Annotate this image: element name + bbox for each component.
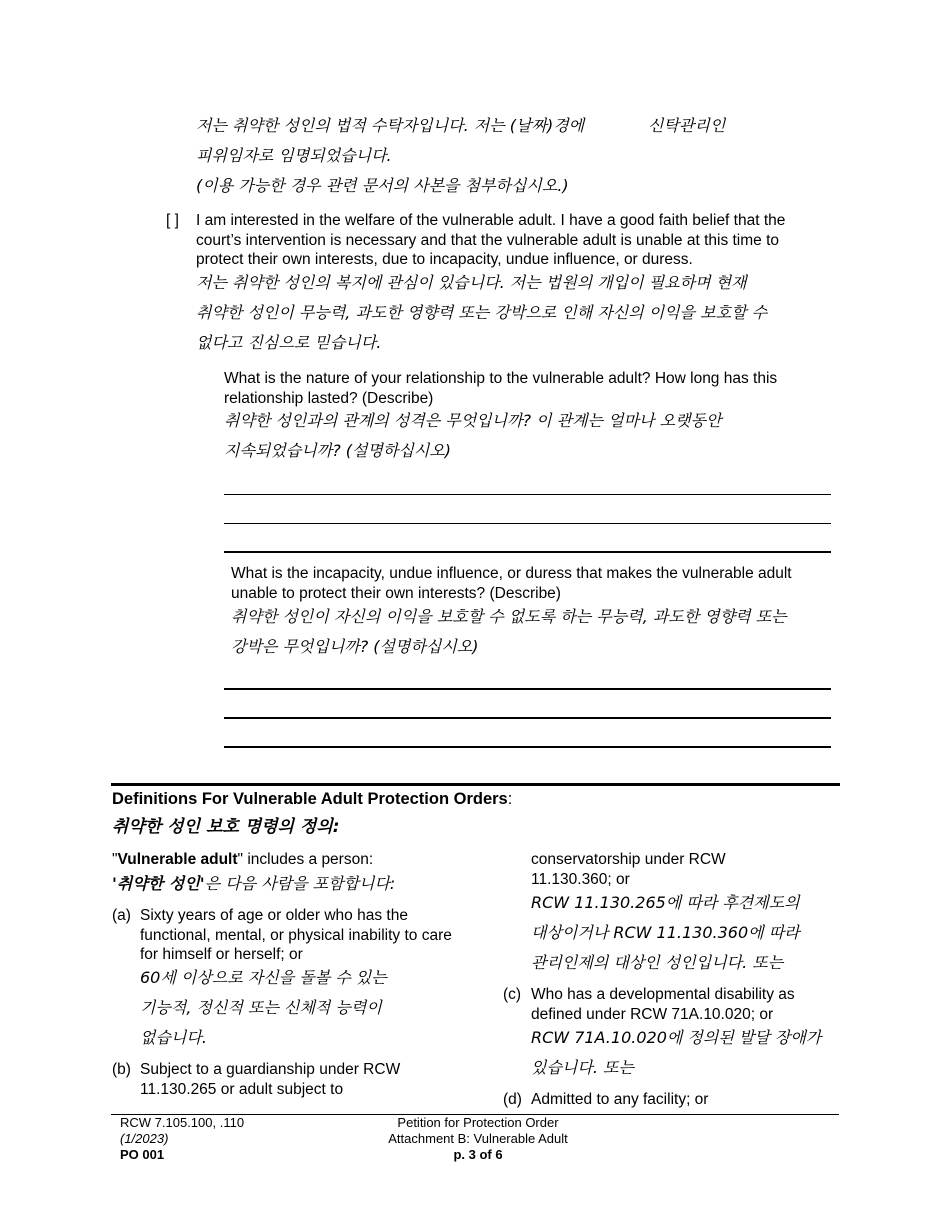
item-d-label: (d) bbox=[503, 1091, 522, 1108]
footer-page-number: p. 3 of 6 bbox=[453, 1147, 503, 1162]
incapacity-question-en: What is the incapacity, undue influence, or duress that makes the vulnerable adult unable to protect their own interests? (Describe) bbox=[231, 565, 792, 602]
vulnerable-adult-intro-ko: '취약한 성인'은 다음 사람을 포함합니다: bbox=[112, 874, 396, 893]
item-b-ko-line1: RCW 11.130.265에 따라 후견제도의 bbox=[531, 893, 800, 912]
item-c-en: Who has a developmental disability as defined under RCW 71A.10.020; or bbox=[531, 986, 795, 1023]
item-c-ko-line2: 있습니다. 또는 bbox=[531, 1058, 634, 1077]
footer-title1: Petition for Protection Order bbox=[397, 1115, 559, 1130]
definitions-heading-ko: 취약한 성인 보호 명령의 정의: bbox=[112, 817, 340, 837]
relationship-question-en: What is the nature of your relationship to the vulnerable adult? How long has this relationship lasted? (Describe) bbox=[224, 370, 778, 407]
footer-title2: Attachment B: Vulnerable Adult bbox=[388, 1131, 568, 1146]
relationship-answer-line-2[interactable] bbox=[224, 523, 831, 524]
relationship-question-ko-line1: 취약한 성인과의 관계의 성격은 무엇입니까? 이 관계는 얼마나 오랫동안 bbox=[224, 411, 722, 430]
footer-rcw: RCW 7.105.100, .110 bbox=[120, 1115, 245, 1130]
footer-date: (1/2023) bbox=[120, 1131, 169, 1146]
incapacity-question-ko-line2: 강박은 무엇입니까? (설명하십시오) bbox=[231, 637, 479, 656]
relationship-question-ko-line2: 지속되었습니까? (설명하십시오) bbox=[224, 441, 451, 460]
definitions-divider bbox=[111, 783, 840, 786]
definitions-heading-en: Definitions For Vulnerable Adult Protection Orders: bbox=[112, 790, 513, 808]
item-a-en: Sixty years of age or older who has the functional, mental, or physical inability to care for himself or herself; or bbox=[140, 907, 452, 963]
interested-ko-line2: 취약한 성인이 무능력, 과도한 영향력 또는 강박으로 인해 자신의 이익을 보호할 수 bbox=[196, 303, 768, 322]
incapacity-answer-line-1[interactable] bbox=[224, 688, 831, 690]
item-b-en-continued: conservatorship under RCW 11.130.360; or bbox=[531, 851, 726, 888]
item-c-ko-line1: RCW 71A.10.020에 정의된 발달 장애가 bbox=[531, 1028, 822, 1047]
relationship-answer-line-3[interactable] bbox=[224, 551, 831, 553]
item-a-label: (a) bbox=[112, 907, 131, 924]
footer-form-number: PO 001 bbox=[120, 1147, 165, 1162]
item-b-en: Subject to a guardianship under RCW 11.130.265 or adult subject to bbox=[140, 1061, 401, 1098]
item-b-ko-line2: 대상이거나 RCW 11.130.360에 따라 bbox=[531, 923, 800, 942]
trustee-ko-line2: 피위임자로 임명되었습니다. bbox=[196, 146, 392, 165]
incapacity-answer-line-3[interactable] bbox=[224, 746, 831, 748]
interested-ko-line1: 저는 취약한 성인의 복지에 관심이 있습니다. 저는 법원의 개입이 필요하며 현재 bbox=[196, 273, 747, 292]
interested-checkbox[interactable]: [ ] bbox=[166, 212, 179, 229]
item-d-en: Admitted to any facility; or bbox=[531, 1091, 709, 1108]
item-a-ko-line2: 기능적, 정신적 또는 신체적 능력이 bbox=[140, 998, 382, 1017]
item-b-label: (b) bbox=[112, 1061, 131, 1078]
item-a-ko-line3: 없습니다. bbox=[140, 1028, 207, 1047]
interested-en-text: I am interested in the welfare of the vulnerable adult. I have a good faith belief that the court’s intervention is necessary and that the vulnerable adult is unable at this time to protect their own interests, due to incapacity, undue influence, or duress. bbox=[196, 212, 786, 268]
trustee-ko-line1: 저는 취약한 성인의 법적 수탁자입니다. 저는 (날짜)경에 bbox=[196, 116, 585, 135]
trustee-ko-line1-extra: 신탁관리인 bbox=[648, 116, 726, 135]
vulnerable-adult-intro: "Vulnerable adult" includes a person: bbox=[112, 851, 374, 868]
trustee-ko-line3: (이용 가능한 경우 관련 문서의 사본을 첨부하십시오.) bbox=[196, 176, 569, 195]
relationship-answer-line-1[interactable] bbox=[224, 494, 831, 495]
item-b-ko-line3: 관리인제의 대상인 성인입니다. 또는 bbox=[531, 953, 784, 972]
item-c-label: (c) bbox=[503, 986, 522, 1003]
item-a-ko-line1: 60세 이상으로 자신을 돌볼 수 있는 bbox=[140, 968, 387, 987]
incapacity-answer-line-2[interactable] bbox=[224, 717, 831, 719]
interested-ko-line3: 없다고 진심으로 믿습니다. bbox=[196, 333, 382, 352]
incapacity-question-ko-line1: 취약한 성인이 자신의 이익을 보호할 수 없도록 하는 무능력, 과도한 영향력 또는 bbox=[231, 607, 787, 626]
